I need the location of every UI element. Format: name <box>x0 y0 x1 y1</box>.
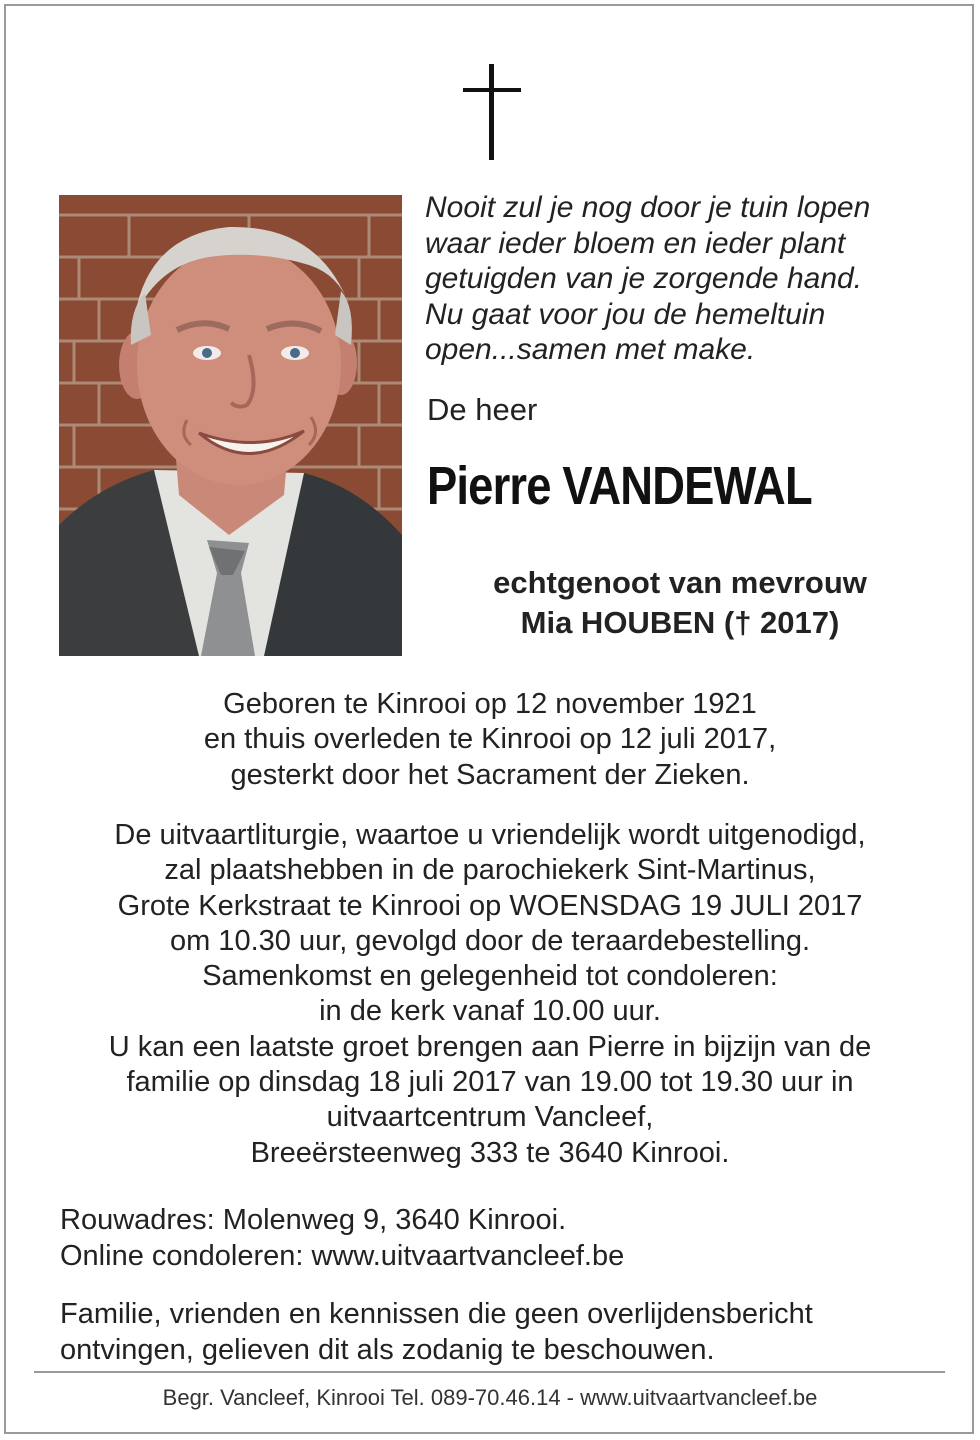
info-line: gesterkt door het Sacrament der Zieken. <box>230 758 750 791</box>
info-line: De uitvaartliturgie, waartoe u vriendelijk wordt uitgenodigd, <box>114 819 866 851</box>
poem-line: Nooit zul je nog door je tuin lopen <box>425 191 871 224</box>
honorific: De heer <box>427 392 538 427</box>
notice-line: ontvingen, gelieven dit als zodanig te beschouwen. <box>60 1334 715 1366</box>
info-line: Samenkomst en gelegenheid tot condoleren: <box>202 960 778 993</box>
info-line: en thuis overleden te Kinrooi op 12 juli 2017, <box>203 723 777 756</box>
portrait-photo <box>59 195 402 656</box>
info-line: U kan een laatste groet brengen aan Pierre in bijzijn van de <box>108 1030 872 1063</box>
poem-line: Nu gaat voor jou de hemeltuin <box>425 297 826 331</box>
spouse-name: Mia HOUBEN († 2017) <box>520 605 840 640</box>
funeral-info <box>40 818 940 1171</box>
info-line: zal plaatshebben in de parochiekerk Sint-Martinus, <box>164 854 816 887</box>
info-line: Grote Kerkstraat te Kinrooi op WOENSDAG 19 JULI 2017 <box>117 889 863 922</box>
notice-text <box>60 1296 960 1368</box>
mourning-address: Rouwadres: Molenweg 9, 3640 Kinrooi. <box>60 1204 567 1236</box>
info-line: Geboren te Kinrooi op 12 november 1921 <box>223 688 757 720</box>
info-line: om 10.30 uur, gevolgd door de teraardebestelling. <box>169 924 811 957</box>
contact-info <box>60 1202 960 1274</box>
info-line: Breeërsteenweg 333 te 3640 Kinrooi. <box>250 1136 730 1169</box>
birth-death-info <box>40 687 940 793</box>
online-condolences: Online condoleren: www.uitvaartvancleef.be <box>60 1240 625 1272</box>
memorial-poem <box>425 190 945 368</box>
poem-line: open...samen met make. <box>425 333 756 366</box>
deceased-name: Pierre VANDEWAL <box>427 456 812 516</box>
poem-line: waar ieder bloem en ieder plant <box>425 226 846 260</box>
spouse-line: echtgenoot van mevrouw <box>493 565 867 600</box>
undertaker-footer: Begr. Vancleef, Kinrooi Tel. 089-70.46.14 - www.uitvaartvancleef.be <box>162 1385 818 1410</box>
notice-line: Familie, vrienden en kennissen die geen overlijdensbericht <box>60 1298 813 1330</box>
info-line: familie op dinsdag 18 juli 2017 van 19.00 tot 19.30 uur in <box>126 1066 854 1099</box>
latin-cross-icon <box>463 64 521 160</box>
info-line: in de kerk vanaf 10.00 uur. <box>319 995 661 1028</box>
footer-divider <box>34 1371 945 1373</box>
info-line: uitvaartcentrum Vancleef, <box>326 1101 654 1134</box>
spouse-info <box>410 563 950 643</box>
poem-line: getuigden van je zorgende hand. <box>425 262 863 295</box>
